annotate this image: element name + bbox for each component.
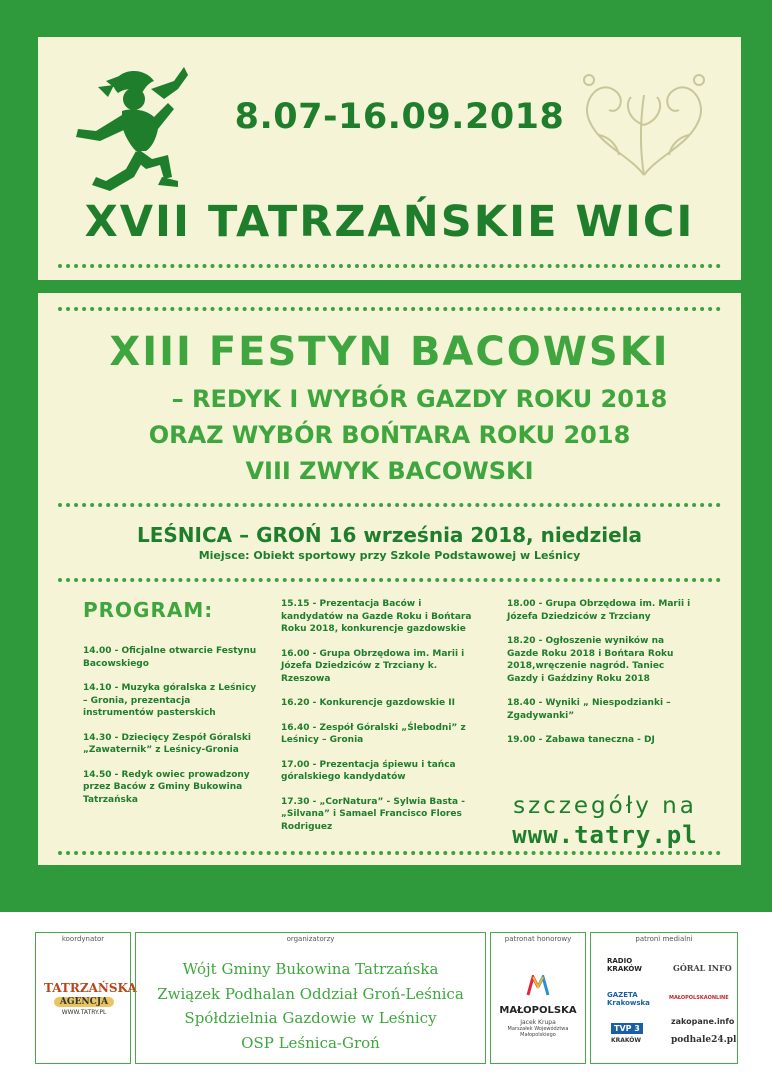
dotted-divider bbox=[58, 503, 721, 507]
details-label: szczegóły na bbox=[513, 793, 697, 819]
logo-text: TATRZAŃSKA bbox=[44, 981, 137, 995]
dotted-divider bbox=[58, 578, 721, 582]
event-subtitle-1: – REDYK I WYBÓR GAZDY ROKU 2018 bbox=[171, 385, 668, 413]
event-subtitle-3: VIII ZWYK BACOWSKI bbox=[245, 457, 534, 485]
patron-label: patronat honorowy bbox=[504, 935, 572, 943]
dotted-divider bbox=[58, 264, 721, 268]
organizer-name: Wójt Gminy Bukowina Tatrzańska bbox=[182, 960, 439, 978]
malopolska-logo bbox=[491, 975, 585, 1038]
event-venue: Miejsce: Obiekt sportowy przy Szkole Podstawowej w Leśnicy bbox=[198, 549, 581, 562]
dotted-divider bbox=[58, 851, 721, 855]
program-item: 15.15 - Prezentacja Baców i kandydatów na Gazde Roku i Bońtara Roku 2018, konkurencje gazdowskie bbox=[281, 599, 472, 634]
organizer-name: OSP Leśnica-Groń bbox=[241, 1033, 380, 1052]
coordinator-label: koordynator bbox=[61, 935, 105, 943]
logo-text: AGENCJA bbox=[54, 997, 114, 1007]
program-item: 14.50 - Redyk owiec prowadzony przez Baców z Gminy Bukowina Tatrzańska bbox=[83, 769, 250, 805]
tvp3-logo: TVP 3 bbox=[611, 1023, 643, 1034]
patron-name: MAŁOPOLSKA bbox=[499, 1005, 577, 1016]
organizers-label: organizatorzy bbox=[286, 935, 335, 943]
media-patrons-box bbox=[590, 932, 738, 1064]
logo-text: WWW.TATRY.PL bbox=[61, 1009, 107, 1016]
program-item: 14.00 - Oficjalne otwarcie Festynu Bacowskiego bbox=[83, 646, 257, 669]
patron-person: Jacek Krupa bbox=[520, 1019, 556, 1026]
media-label: patroni medialni bbox=[635, 935, 693, 943]
main-title: XVII TATRZAŃSKIE WICI bbox=[84, 197, 695, 247]
program-item: 18.40 - Wyniki „ Niespodzianki – Zgadywanki” bbox=[507, 698, 671, 721]
patron-role: Marszałek Województwa Małopolskiego bbox=[507, 1026, 569, 1038]
program-panel bbox=[38, 293, 741, 865]
program-item: 18.20 - Ogłoszenie wyników na Gazde Roku 2018 i Bońtara Roku 2018,wręczenie nagród. Taniec Gazdy i Gaździny Roku 2018 bbox=[507, 636, 674, 684]
festyn-title: XIII FESTYN BACOWSKI bbox=[109, 329, 670, 375]
organizer-name: Związek Podhalan Oddział Groń-Leśnica bbox=[157, 984, 464, 1003]
program-column-3 bbox=[507, 598, 697, 759]
malopolska-m-icon bbox=[526, 975, 550, 997]
goral-info-logo: GÓRAL INFO bbox=[673, 963, 732, 973]
radio-krakow-logo: RADIO KRAKÓW bbox=[607, 957, 643, 973]
malopolska-online-logo: MAŁOPOLSKAONLINE bbox=[669, 995, 729, 1001]
tatrzanska-agencja-logo bbox=[44, 981, 137, 1016]
tvp3-city: KRAKÓW bbox=[611, 1037, 642, 1044]
program-heading: PROGRAM: bbox=[83, 598, 214, 622]
event-subtitle-2: ORAZ WYBÓR BOŃTARA ROKU 2018 bbox=[148, 421, 631, 449]
honorary-patron-box bbox=[490, 932, 586, 1064]
event-location-date: LEŚNICA – GROŃ 16 września 2018, niedziela bbox=[137, 523, 642, 547]
program-item: 18.00 - Grupa Obrzędowa im. Marii i Józefa Dziedziców z Trzciany bbox=[507, 599, 691, 622]
program-column-1 bbox=[83, 645, 263, 818]
dotted-divider bbox=[58, 307, 721, 311]
program-item: 16.40 - Zespół Góralski „Ślebodni” z Leśnicy – Gronia bbox=[281, 722, 466, 745]
program-item: 17.30 - „CorNatura” - Sylwia Basta - „Silvana” i Samael Francisco Flores Rodriguez bbox=[281, 796, 465, 832]
organizers-box bbox=[135, 932, 486, 1064]
gazeta-krakowska-logo: GAZETA Krakowska bbox=[607, 991, 650, 1007]
program-item: 14.30 - Dziecięcy Zespół Góralski „Zawaternik” z Leśnicy-Gronia bbox=[83, 732, 251, 755]
details-link-block bbox=[490, 793, 720, 849]
organizer-name: Spółdzielnia Gazdowie w Leśnicy bbox=[184, 1009, 437, 1027]
program-column-2 bbox=[281, 598, 481, 845]
program-item: 19.00 - Zabawa taneczna - DJ bbox=[507, 735, 655, 745]
podhale24-logo: podhale24.pl bbox=[671, 1035, 737, 1045]
coordinator-box bbox=[35, 932, 137, 1064]
program-item: 16.00 - Grupa Obrzędowa im. Marii i Józefa Dziedziców z Trzciany k. Rzeszowa bbox=[281, 648, 465, 684]
sponsors-footer bbox=[0, 912, 772, 1080]
header-panel bbox=[38, 37, 741, 280]
zakopane-info-logo: zakopane.info bbox=[671, 1017, 735, 1026]
program-item: 17.00 - Prezentacja śpiewu i tańca góralskiego kandydatów bbox=[281, 759, 456, 782]
details-website-link[interactable]: www.tatry.pl bbox=[512, 821, 698, 849]
program-item: 16.20 - Konkurencje gazdowskie II bbox=[281, 698, 455, 708]
event-dates: 8.07-16.09.2018 bbox=[234, 97, 565, 137]
program-item: 14.10 - Muzyka góralska z Leśnicy – Gronia, prezentacja instrumentów pasterskich bbox=[83, 683, 257, 718]
